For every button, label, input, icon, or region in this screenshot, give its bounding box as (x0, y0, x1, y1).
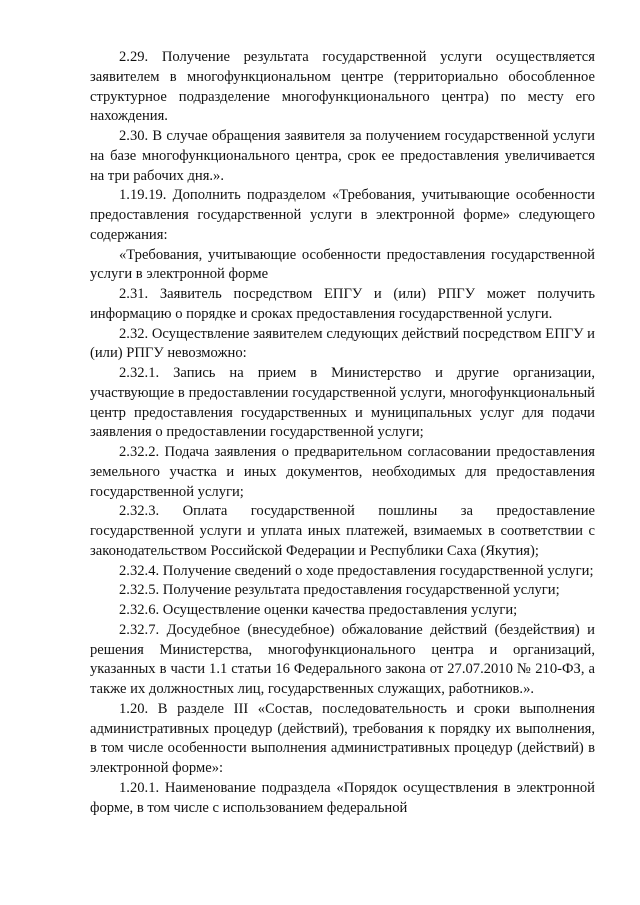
paragraph-2-31: 2.31. Заявитель посредством ЕПГУ и (или) РПГУ может получить информацию о порядке и сроках предоставления государственной услуги. (90, 286, 595, 322)
paragraph-1-20-1: 1.20.1. Наименование подраздела «Порядок осуществления в электронной форме, в том числе с использованием федеральной (90, 779, 595, 816)
paragraph-2-32-6: 2.32.6. Осуществление оценки качества предоставления услуги; (119, 602, 518, 618)
paragraph-2-32-2: 2.32.2. Подача заявления о предварительном согласовании предоставления земельного участка и иных документов, необходимых для предоставления государственной услуги; (90, 444, 595, 500)
paragraph-2-30: 2.30. В случае обращения заявителя за получением государственной услуги на базе многофункционального центра, срок ее предоставления увеличивается на три рабочих дня.». (90, 128, 595, 184)
paragraph-2-32: 2.32. Осуществление заявителем следующих действий посредством ЕПГУ и (или) РПГУ невозможно: (90, 325, 595, 362)
paragraph-2-29: 2.29. Получение результата государственной услуги осуществляется заявителем в многофункциональном центре (территориально обособленное структурное подразделение многофункционального центра) по месту его нахождения. (90, 49, 595, 125)
paragraph-2-32-3: 2.32.3. Оплата государственной пошлины за предоставление государственной услуги и уплата иных платежей, взимаемых в соответствии с законодательством Российской Федерации и Республики Саха (Якутия); (90, 503, 595, 559)
paragraph-2-32-1: 2.32.1. Запись на прием в Министерство и другие организации, участвующие в предоставлении государственной услуги, многофункциональный центр предоставления государственных и муниципальных услуг для подачи заявления о предоставлении государственной услуги; (90, 365, 595, 441)
paragraph-2-32-5: 2.32.5. Получение результата предоставления государственной услуги; (119, 582, 560, 599)
subsection-heading: «Требования, учитывающие особенности предоставления государственной услуги в электронной форме (90, 246, 595, 283)
paragraph-1-20: 1.20. В разделе III «Состав, последовательность и сроки выполнения административных процедур (действий), требования к порядку их выполнения, в том числе особенности выполнения административных процедур (действий) в электронной форме»: (90, 700, 595, 776)
paragraph-1-19-19: 1.19.19. Дополнить подразделом «Требования, учитывающие особенности предоставления государственной услуги в электронной форме» следующего содержания: (90, 187, 595, 243)
paragraph-2-32-7: 2.32.7. Досудебное (внесудебное) обжалование действий (бездействия) и решения Министерства, многофункционального центра и организаций, указанных в части 1.1 статьи 16 Федерального закона от 27.07.2010 № 210-ФЗ, а также их должностных лиц, государственных служащих, работников.». (90, 621, 595, 697)
document-page (90, 48, 595, 818)
paragraph-2-32-4: 2.32.4. Получение сведений о ходе предоставления государственной услуги; (119, 562, 594, 579)
